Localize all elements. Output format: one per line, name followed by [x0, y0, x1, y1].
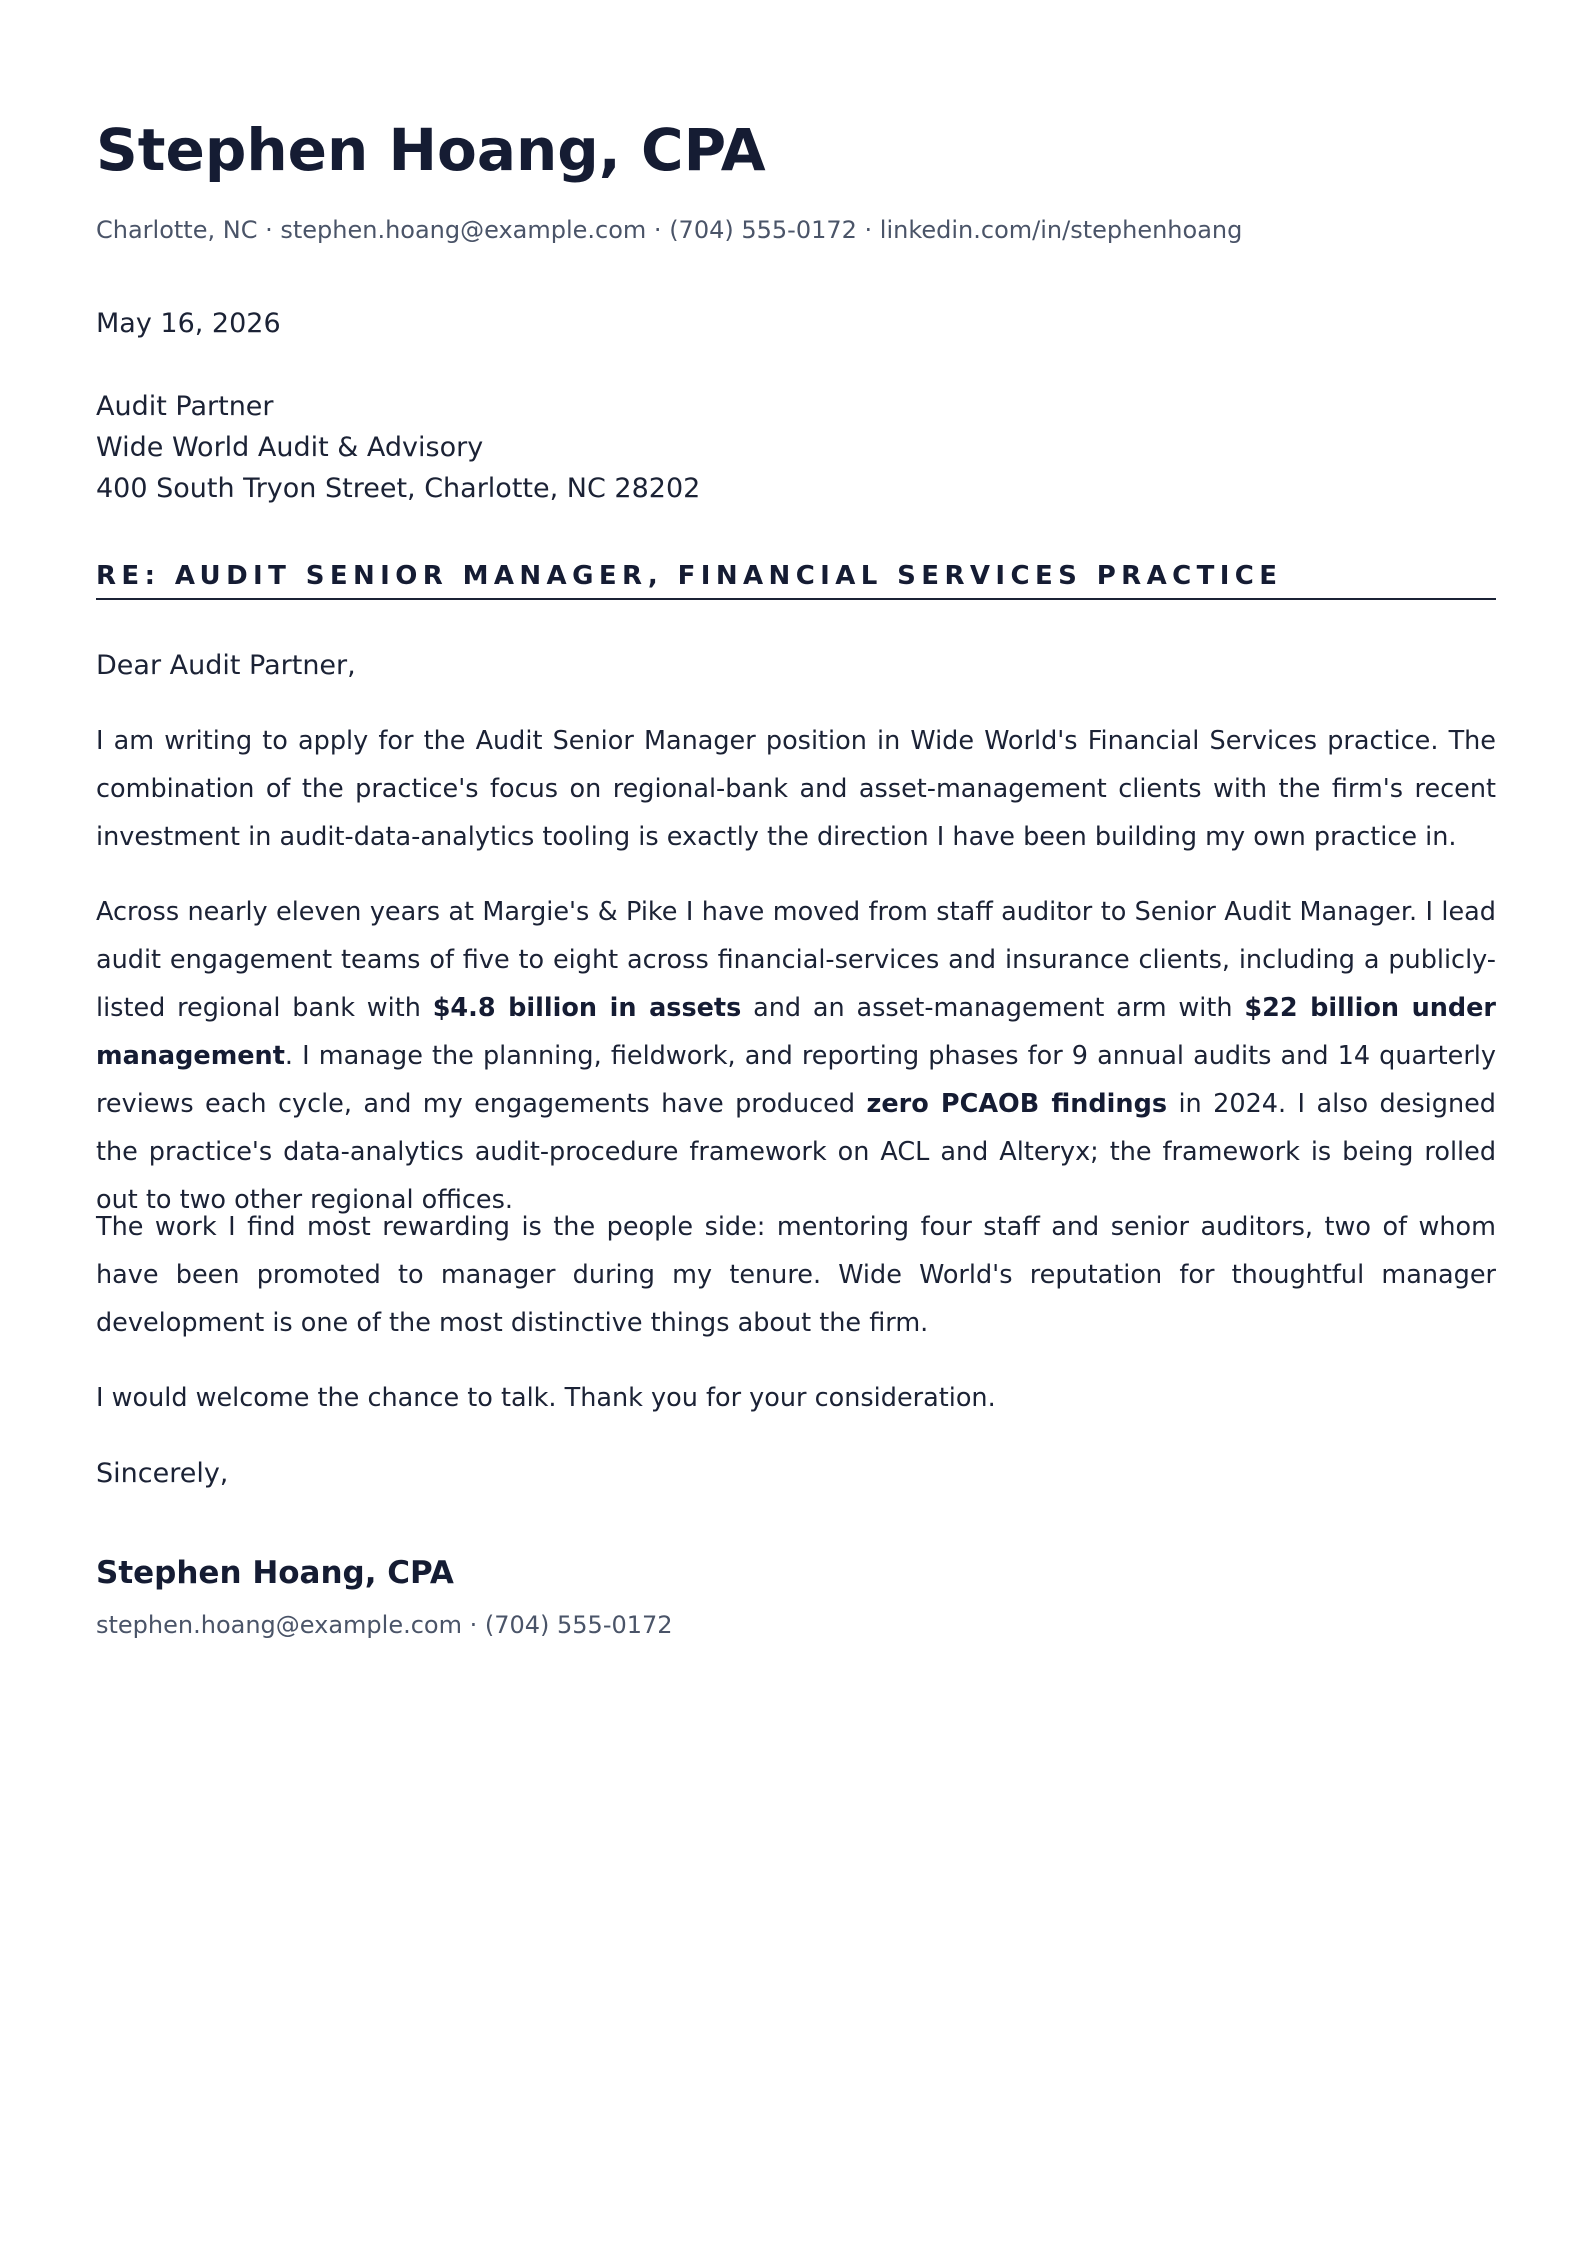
paragraph-2-text-1: Across nearly eleven years at Margie's & Pike I have moved from staff auditor to Senior Audit Manager. I lead audit engagement teams of five to eight across financial-services and insurance clients, including a publicly-listed regional bank with: [96, 897, 1496, 1023]
letter-date: May 16, 2026: [96, 308, 281, 339]
recipient-address: 400 South Tryon Street, Charlotte, NC 28202: [96, 473, 701, 504]
paragraph-2-text-2: and an asset-management arm with: [741, 993, 1245, 1023]
body-paragraph-3: The work I find most rewarding is the people side: mentoring four staff and senior auditors, two of whom have been promoted to manager during my tenure. Wide World's reputation for thoughtful manager development is one of the most distinctive things about the firm.: [96, 1212, 1496, 1338]
closing: Sincerely,: [96, 1458, 229, 1489]
signature-contact: stephen.hoang@example.com · (704) 555-0172: [96, 1611, 673, 1639]
recipient-company: Wide World Audit & Advisory: [96, 432, 484, 463]
highlight-aum: $22 billion under management: [96, 993, 1497, 1071]
subject-line: RE: AUDIT SENIOR MANAGER, FINANCIAL SERVICES PRACTICE: [96, 556, 1496, 600]
body-paragraph-1: I am writing to apply for the Audit Senior Manager position in Wide World's Financial Services practice. The combination of the practice's focus on regional-bank and asset-management clients with the firm's recent investment in audit-data-analytics tooling is exactly the direction I have been building my own practice in.: [96, 726, 1496, 852]
recipient-block: [96, 386, 700, 509]
contact-line: Charlotte, NC · stephen.hoang@example.com · (704) 555-0172 · linkedin.com/in/stephenhoang: [96, 216, 1243, 244]
applicant-name: Stephen Hoang, CPA: [96, 116, 766, 184]
paragraph-2-text-4: in 2024. I also designed the practice's data-analytics audit-procedure framework on ACL and Alteryx; the framework is being rolled out to two other regional offices.: [96, 1089, 1496, 1215]
signature-name: Stephen Hoang, CPA: [96, 1555, 454, 1591]
recipient-title: Audit Partner: [96, 391, 274, 422]
highlight-assets: $4.8 billion in assets: [432, 993, 742, 1023]
salutation: Dear Audit Partner,: [96, 650, 356, 681]
highlight-pcaob: zero PCAOB findings: [866, 1089, 1168, 1119]
body-paragraph-4: I would welcome the chance to talk. Thank you for your consideration.: [96, 1383, 996, 1413]
body-paragraph-2: [96, 888, 1496, 1224]
paragraph-2-text-3: . I manage the planning, fieldwork, and reporting phases for 9 annual audits and 14 quarterly reviews each cycle, and my engagements have produced: [96, 1041, 1496, 1119]
